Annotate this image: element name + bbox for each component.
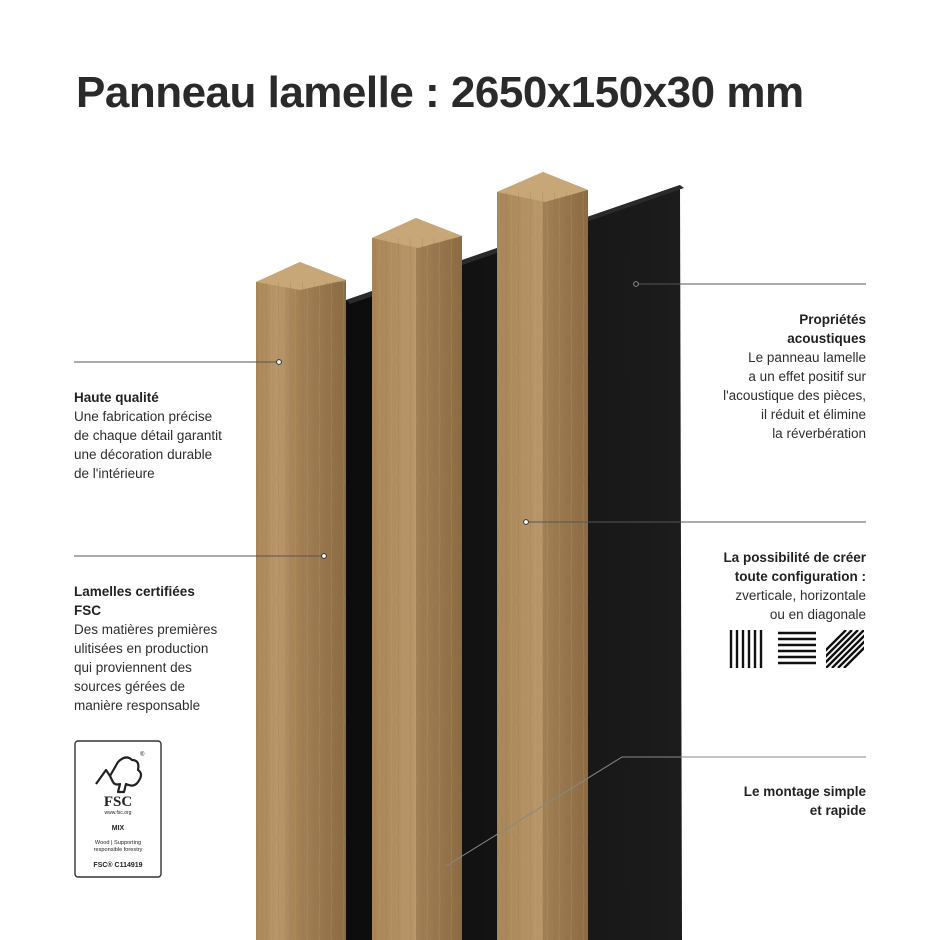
feature-quality [74, 388, 222, 483]
fsc-badge-site: www.fsc.org [104, 810, 132, 816]
feature-mounting-heading: Le montage simple [743, 784, 866, 799]
fsc-badge-label: FSC [103, 794, 133, 810]
feature-quality-line: Une fabrication précise [74, 409, 213, 424]
feature-fsc-line: Des matières premières [74, 622, 218, 637]
feature-fsc-line: manière responsable [74, 698, 201, 713]
feature-acoustic-line: il réduit et élimine [760, 407, 866, 422]
feature-fsc-line: ulitisées en production [74, 641, 209, 656]
fsc-badge-desc: Wood | Supporting [94, 840, 142, 846]
feature-fsc-line: sources gérées de [74, 679, 186, 694]
feature-acoustic-heading: Propriétés [799, 312, 866, 327]
feature-acoustic-heading: acoustiques [787, 331, 866, 346]
fsc-badge-desc: responsible forestry [93, 847, 143, 853]
fsc-badge-mix: MIX [111, 825, 125, 832]
feature-configuration-line: ou en diagonale [769, 607, 866, 622]
feature-fsc [74, 582, 217, 715]
feature-configuration-line: zverticale, horizontale [735, 588, 866, 603]
diagonal-lines-icon [808, 630, 868, 668]
oak-slat-right [497, 172, 588, 940]
feature-quality-line: de l'intérieure [74, 466, 155, 481]
dot-quality [277, 360, 282, 365]
vertical-lines-icon [731, 630, 761, 668]
svg-text:®: ® [140, 752, 145, 758]
feature-configuration [723, 548, 866, 624]
fsc-certification-logo [74, 740, 162, 878]
horizontal-lines-icon [778, 633, 816, 663]
oak-slat-middle [372, 218, 462, 940]
oak-slat-left [256, 262, 346, 940]
feature-fsc-heading: FSC [74, 603, 101, 618]
feature-acoustic-line: l'acoustique des pièces, [723, 388, 866, 403]
feature-quality-line: une décoration durable [74, 447, 213, 462]
feature-acoustic-line: la réverbération [772, 426, 866, 441]
feature-fsc-line: qui proviennent des [74, 660, 192, 675]
page-title: Panneau lamelle : 2650x150x30 mm [76, 68, 804, 117]
feature-acoustic-line: a un effet positif sur [748, 369, 866, 384]
feature-quality-line: de chaque détail garantit [74, 428, 222, 443]
feature-mounting [744, 782, 866, 820]
feature-mounting-heading: et rapide [809, 803, 866, 818]
dot-acoustic [634, 282, 639, 287]
feature-quality-heading: Haute qualité [74, 390, 159, 405]
feature-configuration-heading: toute configuration : [734, 569, 866, 584]
feature-acoustic [723, 310, 866, 443]
fsc-badge-code: FSC® C114919 [93, 862, 143, 869]
configuration-icons [728, 630, 868, 668]
dot-fsc [322, 554, 327, 559]
feature-configuration-heading: La possibilité de créer [723, 550, 866, 565]
feature-acoustic-line: Le panneau lamelle [748, 350, 866, 365]
dot-config [524, 520, 529, 525]
feature-fsc-heading: Lamelles certifiées [74, 584, 195, 599]
